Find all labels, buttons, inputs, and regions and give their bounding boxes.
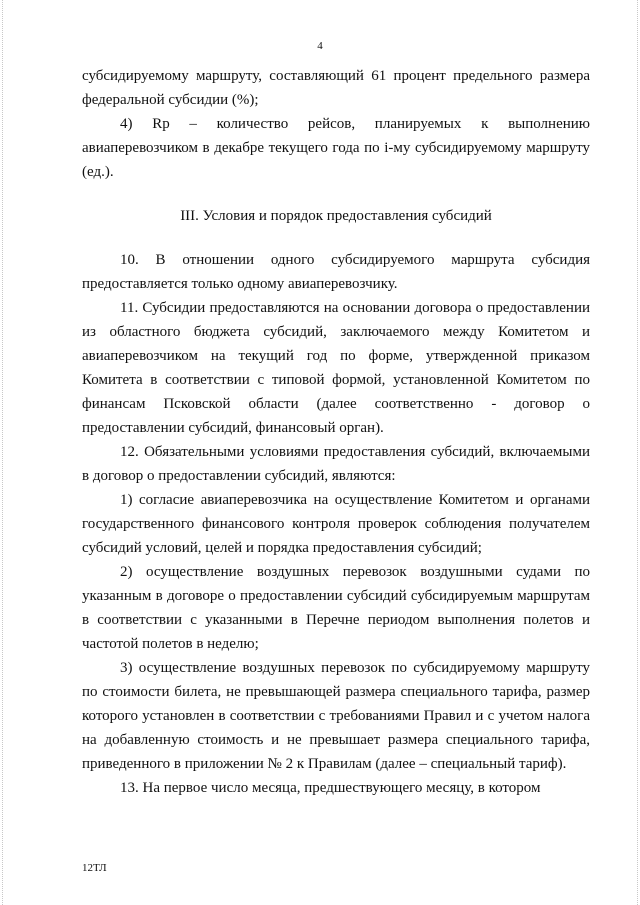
paragraph-13: 13. На первое число месяца, предшествующего месяцу, в котором: [120, 780, 541, 796]
scan-edge-left: [2, 0, 3, 905]
scan-edge-right: [637, 0, 638, 905]
paragraph-item-4: 4) Rp – количество рейсов, планируемых к выполнению авиаперевозчиком в декабре текущего года по i-му субсидируемому маршруту (ед.).: [82, 116, 590, 180]
paragraph-11: 11. Субсидии предоставляются на основании договора о предоставлении из областного бюджета субсидий, заключаемого между Комитетом и авиаперевозчиком на текущий год по форме, утвержденной приказом Комитета в соответствии с типовой формой, установленной Комитетом по финансам Псковской области (далее соответственно - договор о предоставлении субсидий, финансовый орган).: [82, 300, 590, 436]
paragraph-12-item-2: 2) осуществление воздушных перевозок воздушными судами по указанным в договоре о предоставлении субсидий субсидируемым маршрутам в соответствии с указанными в Перечне периодом выполнения полетов и частотой полетов в неделю;: [82, 564, 590, 652]
paragraph-12: 12. Обязательными условиями предоставления субсидий, включаемыми в договор о предоставлении субсидий, являются:: [82, 444, 590, 484]
paragraph-10: 10. В отношении одного субсидируемого маршрута субсидия предоставляется только одному авиаперевозчику.: [82, 252, 590, 292]
paragraph-continuation: субсидируемому маршруту, составляющий 61 процент предельного размера федеральной субсидии (%);: [82, 68, 590, 108]
section-heading: III. Условия и порядок предоставления субсидий: [180, 208, 492, 224]
paragraph-12-item-3: 3) осуществление воздушных перевозок по субсидируемому маршруту по стоимости билета, не превышающей размера специального тарифа, размер которого установлен в соответствии с требованиями Правил и с учетом налога на добавленную стоимость и не превышает размера специального тарифа, приведенного в приложении № 2 к Правилам (далее – специальный тариф).: [82, 660, 590, 772]
paragraph-12-item-1: 1) согласие авиаперевозчика на осуществление Комитетом и органами государственного финансового контроля проверок соблюдения получателем субсидий условий, целей и порядка предоставления субсидий;: [82, 492, 590, 556]
document-body: [82, 64, 590, 800]
page-number: 4: [317, 40, 323, 52]
footer-document-code: 12ТЛ: [82, 862, 107, 874]
